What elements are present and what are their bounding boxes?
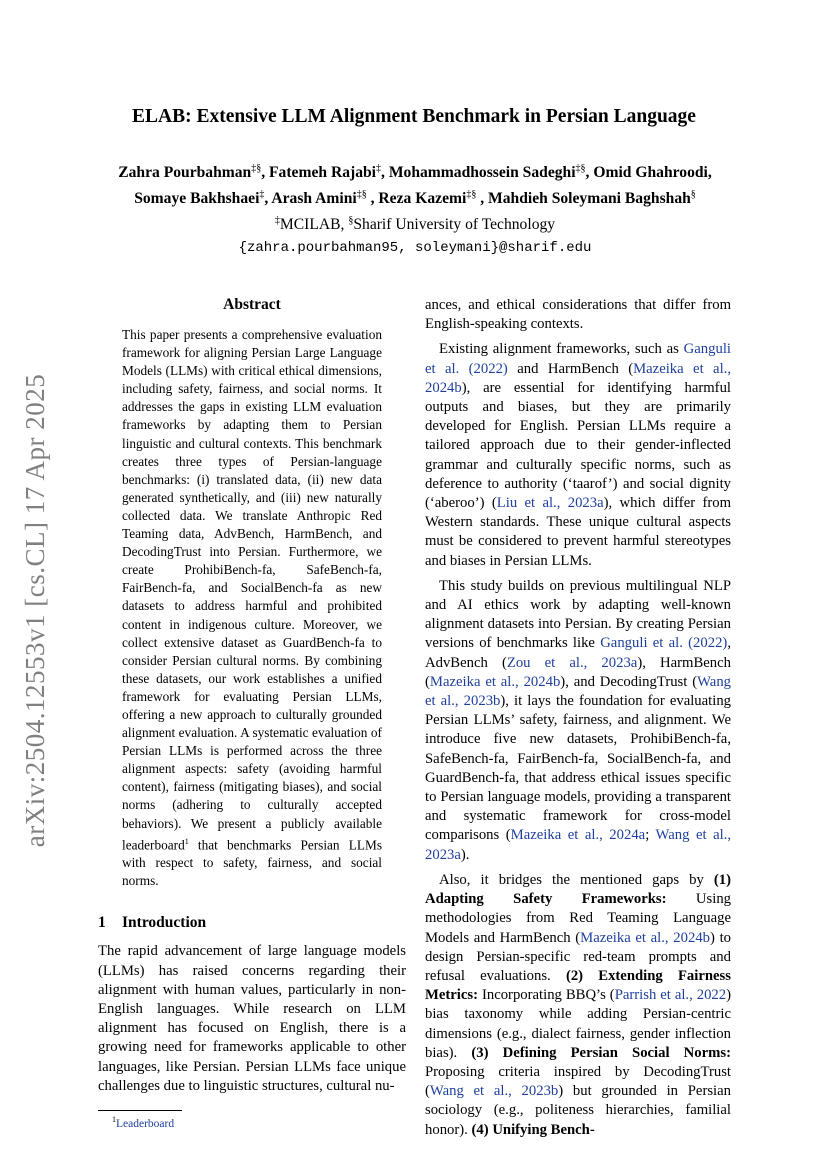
author-name: Somaye Bakhshaei	[134, 190, 260, 208]
section-title: Introduction	[122, 914, 207, 932]
abstract-text: This paper presents a comprehensive evaluation framework for aligning Persian Large Language Models (LLMs) with critical ethical dimensions, including safety, fairness, and social norms. It addresses the gaps in existing LLM evaluation frameworks by adapting them to Persian linguistic and cultural contexts. This benchmark creates three types of Persian-language benchmarks: (i) translated data, (ii) new data generated synthetically, and (iii) new naturally collected data. We translate Anthropic Red Teaming data, AdvBench, HarmBench, and DecodingTrust into Persian. Furthermore, we create ProhibiBench-fa, SafeBench-fa, FairBench-fa, and SocialBench-fa as new datasets to address harmful and prohibited content in indigenous culture. Moreover, we collect extensive dataset as GuardBench-fa to consider Persian cultural norms. By combining these datasets, our work establishes a unified framework for evaluating Persian LLMs, offering a new approach to culturally grounded alignment evaluation. A systematic evaluation of Persian LLMs is performed across the three alignment aspects: safety (avoiding harmful content), fairness (mitigating biases), and social norms (adhering to culturally accepted behaviors). We present a publicly available leaderboard	[122, 327, 382, 853]
author-block	[70, 158, 760, 259]
affil-sup: §	[348, 215, 354, 227]
author-name: Reza Kazemi	[378, 190, 467, 208]
author-name: Zahra Pourbahman	[118, 164, 252, 182]
author-line-1: Zahra Pourbahman‡§, Fatemeh Rajabi‡, Mohammadhossein Sadeghi‡§, Omid Ghahroodi,	[118, 163, 712, 182]
paragraph-existing-frameworks: Existing alignment frameworks, such as Ganguli et al. (2022) and HarmBench (Mazeika et al., 2024b), are essential for identifying harmful outputs and biases, but they are primarily developed for English. Persian LLMs require a tailored approach due to their gender-inflected grammar and culturally specific norms, such as deference to authority (‘taarof’) and social dignity (‘aberoo’) (Liu et al., 2023a), which differ from Western standards. These unique cultural aspects must be considered to prevent harmful stereotypes and biases in Persian LLMs.	[425, 341, 732, 569]
abstract-heading: Abstract	[223, 296, 281, 313]
bold-item: (4) Unifying Bench-	[471, 1121, 595, 1138]
right-body	[425, 296, 731, 1140]
author-sup: ‡§	[251, 163, 262, 174]
author-name: Arash Amini	[271, 190, 357, 208]
right-column	[425, 296, 731, 1140]
footnote-marker[interactable]: 1	[184, 836, 189, 846]
abstract-body	[122, 326, 382, 890]
intro-paragraph	[98, 942, 406, 1096]
bold-item: (1) Adapting Safety Frameworks:	[425, 871, 731, 908]
citation-link[interactable]: Ganguli et al. (2022)	[600, 635, 728, 652]
footnote-rule	[98, 1110, 182, 1111]
author-name: Mohammadhossein Sadeghi	[388, 164, 576, 182]
author-name: Omid Ghahroodi,	[593, 164, 712, 182]
paragraph-gaps: Also, it bridges the mentioned gaps by (1) Adapting Safety Frameworks: Using methodologies from Red Teaming Language Models and HarmBench (Mazeika et al., 2024b) to design Persian-specific red-team prompts and refusal evaluations. (2) Extending Fairness Metrics: Incorporating BBQ’s (Parrish et al., 2022) bias taxonomy while adding Persian-centric dimensions (e.g., dialect fairness, gender inflection bias). (3) Defining Persian Social Norms: Proposing criteria inspired by DecodingTrust (Wang et al., 2023b) but grounded in Persian sociology (e.g., politeness hierarchies, familial honor). (4) Unifying Bench-	[425, 871, 732, 1138]
author-email: {zahra.pourbahman95, soleymani}@sharif.edu	[238, 239, 592, 256]
paper-title: ELAB: Extensive LLM Alignment Benchmark in Persian Language	[132, 106, 696, 127]
section-heading-introduction	[98, 914, 406, 932]
citation-link[interactable]: Zou et al., 2023a	[506, 654, 638, 671]
citation-link[interactable]: Mazeika et al., 2024b	[580, 929, 711, 946]
author-sup: ‡§	[575, 163, 586, 174]
affiliations	[70, 210, 760, 236]
author-sup: ‡	[376, 163, 382, 174]
author-sup: §	[690, 189, 696, 201]
citation-link[interactable]: Wang et al., 2023b	[429, 1083, 559, 1100]
citation-link[interactable]: Mazeika et al., 2024a	[510, 827, 646, 844]
paragraph-continuation: ances, and ethical considerations that differ from English-speaking contexts.	[425, 297, 731, 333]
author-sup: ‡§	[356, 189, 367, 201]
citation-link[interactable]: Mazeika et al., 2024b	[425, 360, 731, 396]
citation-link[interactable]: Ganguli et al. (2022)	[425, 341, 731, 377]
affil-sup: ‡	[274, 215, 280, 227]
affil-sharif: Sharif University of Technology	[353, 216, 556, 234]
author-sup: ‡§	[466, 189, 477, 201]
left-column	[98, 296, 406, 1130]
arxiv-stamp	[18, 360, 54, 860]
citation-link[interactable]: Wang et al., 2023a	[425, 827, 732, 863]
author-sup: ‡	[259, 189, 265, 201]
citation-link[interactable]: Parrish et al., 2022	[614, 987, 727, 1004]
author-name: Mahdieh Soleymani Baghshah	[488, 190, 691, 208]
citation-link[interactable]: Liu et al., 2023a	[496, 495, 604, 512]
affil-mcilab: MCILAB,	[279, 216, 349, 234]
footnote	[98, 1115, 406, 1130]
bold-item: (2) Extending Fairness Metrics:	[425, 967, 731, 1004]
author-line-2: Somaye Bakhshaei‡, Arash Amini‡§ , Reza Kazemi‡§ , Mahdieh Soleymani Baghshah§	[134, 189, 696, 208]
leaderboard-link[interactable]: Leaderboard	[116, 1117, 175, 1130]
intro-text: The rapid advancement of large language models (LLMs) has raised concerns regarding their alignment with human values, particularly in non-English languages. While research on LLM alignment has focused on English, there is a growing need for frameworks applicable to other languages, like Persian. Persian LLMs face unique challenges due to linguistic structures, cultural nu-	[98, 943, 406, 1094]
citation-link[interactable]: Mazeika et al., 2024b	[429, 673, 561, 690]
bold-item: (3) Defining Persian Social Norms:	[471, 1044, 731, 1061]
abstract-text-end: that benchmarks Persian LLMs with respect to safety, fairness, and social norms.	[122, 837, 382, 889]
arxiv-stamp-text: arXiv:2504.12553v1 [cs.CL] 17 Apr 2025	[20, 373, 51, 847]
citation-link[interactable]: Wang et al., 2023b	[425, 673, 732, 710]
paragraph-this-study: This study builds on previous multilingual NLP and AI ethics work by adapting well-known alignment datasets into Persian. By creating Persian versions of benchmarks like Ganguli et al. (2022), AdvBench (Zou et al., 2023a), HarmBench (Mazeika et al., 2024b), and DecodingTrust (Wang et al., 2023b), it lays the foundation for evaluating Persian LLMs’ safety, fairness, and alignment. We introduce five new datasets, ProhibiBench-fa, SafeBench-fa, FairBench-fa, SocialBench-fa, and GuardBench-fa, that address ethical issues specific to Persian language models, providing a transparent and systematic framework for cross-model comparisons (Mazeika et al., 2024a; Wang et al., 2023a).	[425, 577, 732, 863]
author-name: Fatemeh Rajabi	[269, 164, 377, 182]
section-number: 1	[98, 914, 106, 932]
footnote-number: 1	[112, 1114, 116, 1124]
